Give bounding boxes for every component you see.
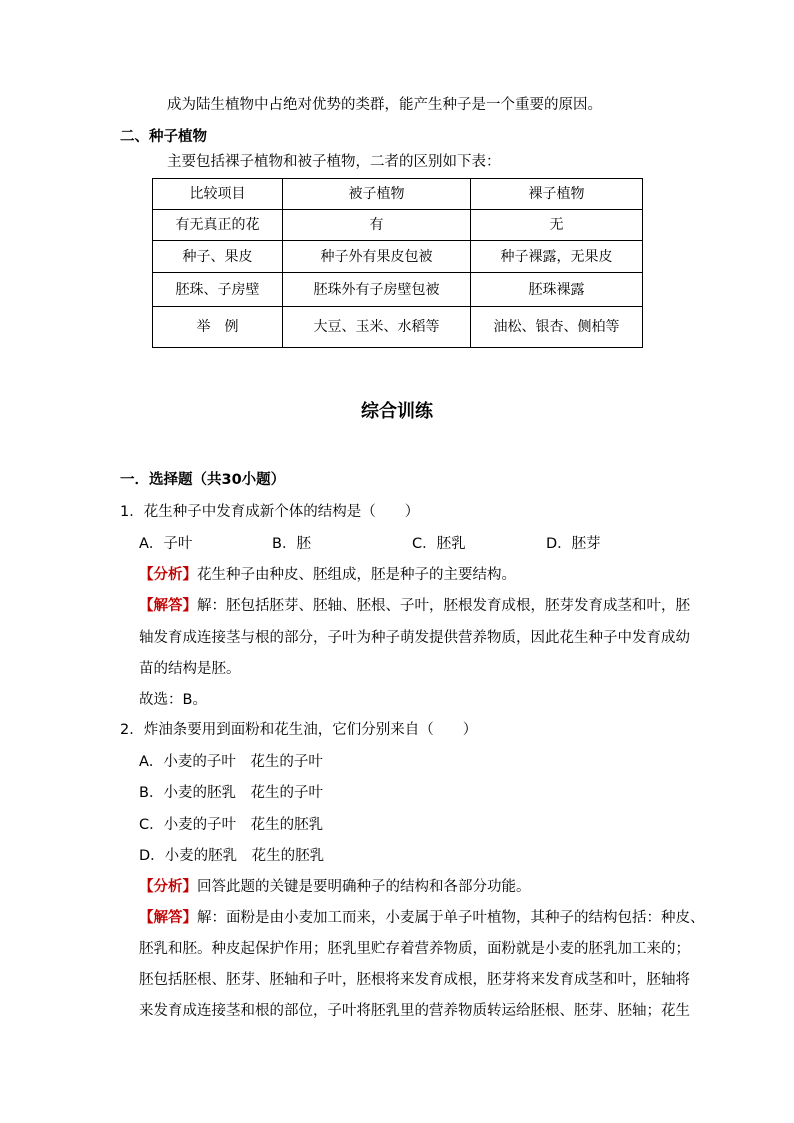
table-cell: 有 <box>283 210 471 241</box>
question-1-analysis <box>139 565 516 585</box>
question-1-option-b: B．胚 <box>272 536 311 552</box>
table-cell: 有无真正的花 <box>153 210 283 241</box>
practice-title: 综合训练 <box>361 401 433 422</box>
table-cell: 胚珠裸露 <box>471 273 643 307</box>
table-cell: 比较项目 <box>153 179 283 210</box>
comparison-table <box>152 178 643 348</box>
intro-paragraph: 成为陆生植物中占绝对优势的类群，能产生种子是一个重要的原因。 <box>167 97 602 113</box>
section-heading-seed-plants: 二、种子植物 <box>120 129 207 145</box>
table-cell: 举 例 <box>153 307 283 348</box>
question-1-answer-line: 苗的结构是胚。 <box>139 661 241 677</box>
table-cell: 胚珠外有子房壁包被 <box>283 273 471 307</box>
question-1-stem: 1．花生种子中发育成新个体的结构是（ ） <box>120 504 420 520</box>
table-row <box>153 273 643 307</box>
question-2-option-c: C．小麦的子叶 花生的胚乳 <box>139 817 324 833</box>
question-2-stem: 2．炸油条要用到面粉和花生油，它们分别来自（ ） <box>120 722 478 738</box>
answer-text: 解：面粉是由小麦加工而来，小麦属于单子叶植物，其种子的结构包括：种皮、 <box>197 910 705 926</box>
question-1-option-c: C．胚乳 <box>412 536 466 552</box>
table-cell: 裸子植物 <box>471 179 643 210</box>
answer-tag: 【解答】 <box>139 598 197 614</box>
question-2-option-a: A．小麦的子叶 花生的子叶 <box>139 754 323 770</box>
answer-tag: 【解答】 <box>139 910 197 926</box>
table-cell: 种子、果皮 <box>153 241 283 273</box>
table-cell: 胚珠、子房壁 <box>153 273 283 307</box>
question-1-option-d: D．胚芽 <box>546 536 601 552</box>
table-cell: 无 <box>471 210 643 241</box>
question-2-answer-line <box>139 908 705 928</box>
question-1-option-a: A．子叶 <box>139 536 193 552</box>
table-cell: 大豆、玉米、水稻等 <box>283 307 471 348</box>
question-2-answer-line: 胚乳和胚。种皮起保护作用；胚乳里贮存着营养物质，面粉就是小麦的胚乳加工来的； <box>139 941 690 957</box>
analysis-text: 回答此题的关键是要明确种子的结构和各部分功能。 <box>197 879 531 895</box>
question-2-option-d: D．小麦的胚乳 花生的胚乳 <box>139 848 325 864</box>
section-lead-text: 主要包括裸子植物和被子植物，二者的区别如下表： <box>167 154 501 170</box>
table-cell: 种子裸露，无果皮 <box>471 241 643 273</box>
question-2-analysis <box>139 877 531 897</box>
table-cell: 被子植物 <box>283 179 471 210</box>
table-cell: 油松、银杏、侧柏等 <box>471 307 643 348</box>
answer-text: 解：胚包括胚芽、胚轴、胚根、子叶，胚根发育成根，胚芽发育成茎和叶，胚 <box>197 598 690 614</box>
table-header-row <box>153 179 643 210</box>
table-cell: 种子外有果皮包被 <box>283 241 471 273</box>
question-2-answer-line: 来发育成连接茎和根的部位，子叶将胚乳里的营养物质转运给胚根、胚芽、胚轴；花生 <box>139 1003 690 1019</box>
question-2-answer-line: 胚包括胚根、胚芽、胚轴和子叶，胚根将来发育成根，胚芽将来发育成茎和叶，胚轴将 <box>139 972 690 988</box>
question-1-choice: 故选：B。 <box>139 692 207 708</box>
question-2-option-b: B．小麦的胚乳 花生的子叶 <box>139 785 323 801</box>
question-1-answer-line: 轴发育成连接茎与根的部分，子叶为种子萌发提供营养物质，因此花生种子中发育成幼 <box>139 630 690 646</box>
table-row <box>153 241 643 273</box>
analysis-tag: 【分析】 <box>139 879 197 895</box>
table-row <box>153 307 643 348</box>
table-row <box>153 210 643 241</box>
analysis-tag: 【分析】 <box>139 567 197 583</box>
analysis-text: 花生种子由种皮、胚组成，胚是种子的主要结构。 <box>197 567 516 583</box>
multiple-choice-heading: 一．选择题（共30小题） <box>120 472 286 488</box>
question-1-answer-line <box>139 596 690 616</box>
